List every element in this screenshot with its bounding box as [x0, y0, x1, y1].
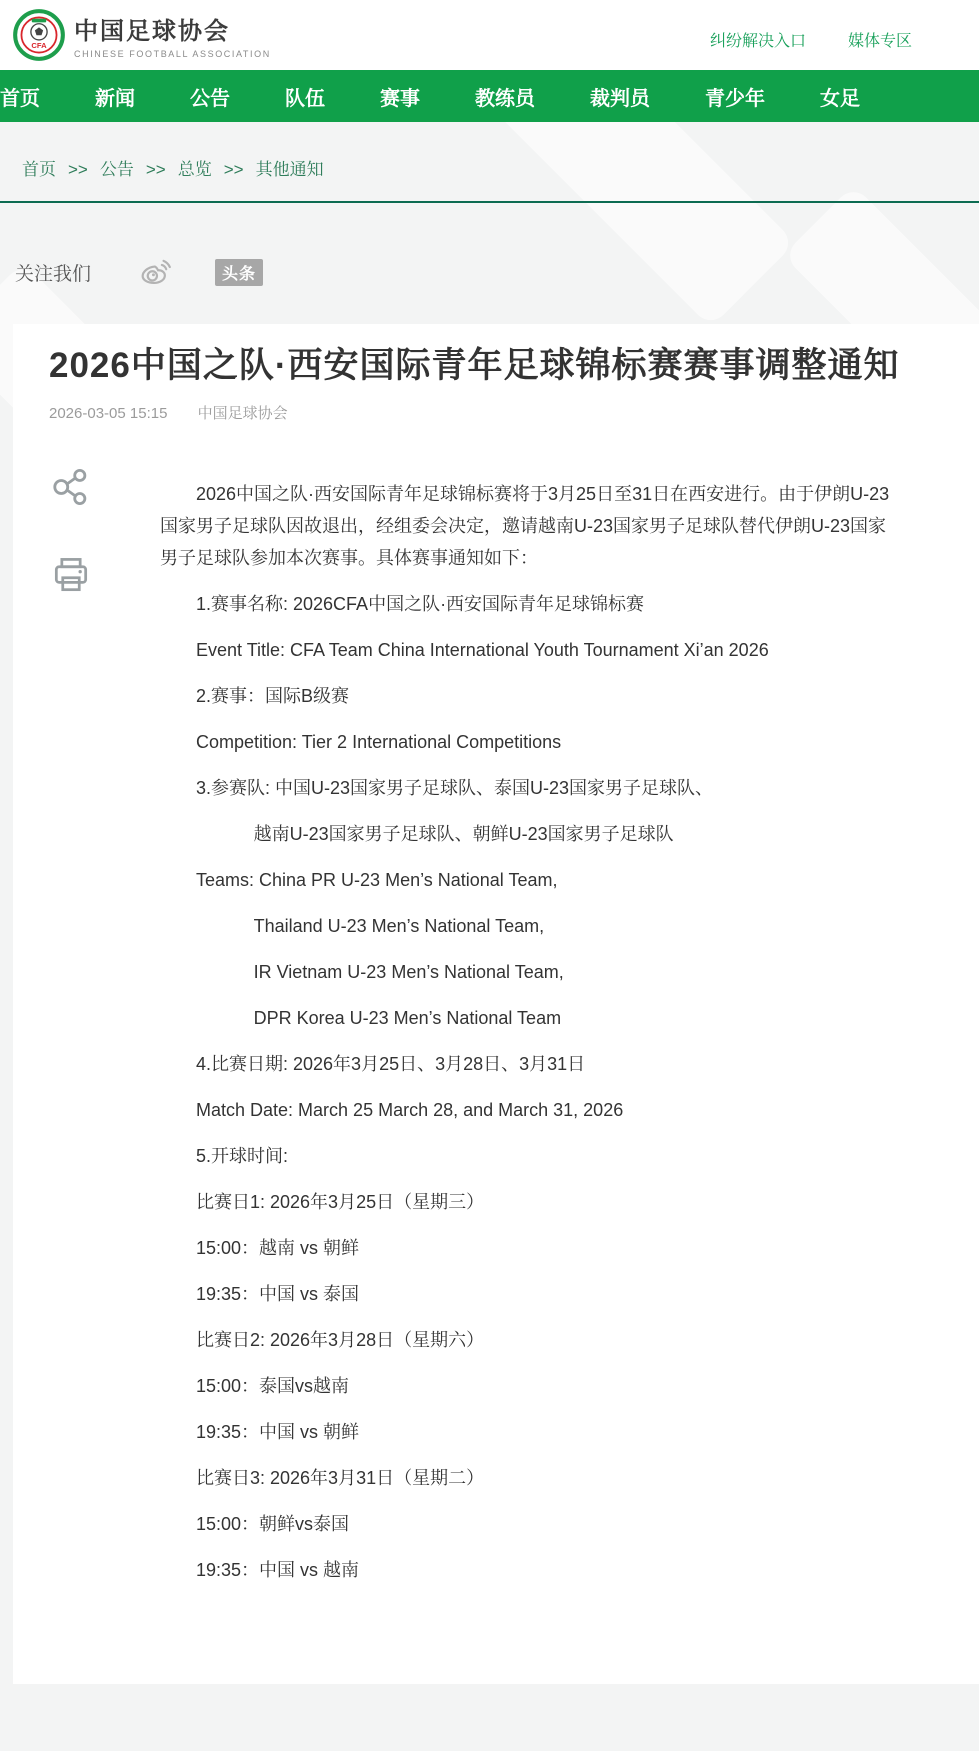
article-paragraph: Competition: Tier 2 International Competitions [196, 732, 562, 752]
cfa-logo[interactable] [12, 8, 271, 62]
article-paragraph: 1.赛事名称: 2026CFA中国之队·西安国际青年足球锦标赛 [196, 594, 645, 614]
article-paragraph: 5.开球时间: [196, 1146, 289, 1166]
article-paragraph: 19:35：中国 vs 泰国 [196, 1284, 360, 1304]
article-paragraph: 15:00：朝鲜vs泰国 [196, 1514, 350, 1534]
breadcrumb-separator: >> [223, 160, 244, 179]
article-paragraph: 比赛日2: 2026年3月28日（星期六） [196, 1330, 485, 1350]
article-paragraph: IR Vietnam U-23 Men’s National Team, [253, 962, 564, 982]
nav-item[interactable]: 新闻 [95, 87, 135, 110]
breadcrumb-item [56, 160, 134, 179]
nav-item[interactable]: 队伍 [285, 87, 325, 110]
breadcrumb-link[interactable]: 公告 [99, 160, 134, 179]
header-links [710, 28, 912, 51]
article-paragraph: Match Date: March 25 March 28, and March 31, 2026 [196, 1100, 624, 1120]
org-name-cn: 中国足球协会 [74, 18, 230, 45]
article-paragraph: 19:35：中国 vs 朝鲜 [196, 1422, 360, 1442]
breadcrumb-separator: >> [68, 160, 88, 179]
nav-item[interactable]: 公告 [190, 87, 230, 110]
article-paragraph: 3.参赛队: 中国U-23国家男子足球队、泰国U-23国家男子足球队、 [196, 778, 714, 798]
site-header [0, 0, 979, 70]
nav-item[interactable]: 女足 [820, 87, 860, 110]
cfa-logo-icon [12, 8, 66, 62]
article-paragraph: Event Title: CFA Team China International Youth Tournament Xi’an 2026 [196, 640, 769, 660]
nav-item[interactable]: 首页 [0, 87, 40, 110]
nav-item[interactable]: 教练员 [475, 87, 535, 110]
breadcrumb-divider [0, 201, 979, 203]
article-title: 2026中国之队·西安国际青年足球锦标赛赛事调整通知 [49, 346, 900, 385]
breadcrumb [0, 122, 979, 180]
print-icon[interactable] [49, 553, 97, 602]
share-icon[interactable] [49, 466, 97, 513]
article-date: 2026-03-05 15:15 [49, 405, 168, 422]
article-paragraph: Thailand U-23 Men’s National Team, [253, 916, 545, 936]
main-nav [0, 70, 979, 122]
article-paragraph: 4.比赛日期: 2026年3月25日、3月28日、3月31日 [196, 1054, 586, 1074]
breadcrumb-separator: >> [145, 160, 166, 179]
breadcrumb-link[interactable]: 其他通知 [255, 160, 324, 179]
svg-text:CFA: CFA [31, 41, 47, 51]
toutiao-badge[interactable]: 头条 [215, 259, 263, 286]
org-name-en: CHINESE FOOTBALL ASSOCIATION [74, 49, 271, 59]
breadcrumb-item [212, 160, 324, 179]
dispute-entry-link[interactable]: 纠纷解决入口 [709, 33, 806, 50]
nav-item[interactable]: 赛事 [380, 87, 420, 110]
article-body [160, 464, 979, 1600]
article-paragraph: 15:00：泰国vs越南 [196, 1376, 350, 1396]
breadcrumb-item [134, 160, 212, 179]
follow-us-row [15, 255, 979, 289]
breadcrumb-link[interactable]: 总览 [177, 160, 212, 179]
article-paragraph: 2026中国之队·西安国际青年足球锦标赛将于3月25日至31日在西安进行。由于伊朗U-23国家男子足球队因故退出，经组委会决定，邀请越南U-23国家男子足球队替代伊朗U-23国家男子足球队参加本次赛事。具体赛事通知如下： [160, 484, 890, 568]
breadcrumb-link[interactable]: 首页 [22, 160, 56, 179]
article-paragraph: 15:00：越南 vs 朝鲜 [196, 1238, 360, 1258]
breadcrumb-item [22, 160, 56, 179]
article-card [13, 324, 979, 1684]
article-paragraph: 越南U-23国家男子足球队、朝鲜U-23国家男子足球队 [253, 824, 674, 844]
article-paragraph: 2.赛事：国际B级赛 [196, 686, 350, 706]
article-meta [49, 402, 979, 422]
article-tools [49, 464, 97, 1600]
article-paragraph: 比赛日3: 2026年3月31日（星期二） [196, 1468, 485, 1488]
article-paragraph: Teams: China PR U-23 Men’s National Team, [196, 870, 558, 890]
article-paragraph: 19:35：中国 vs 越南 [196, 1560, 360, 1580]
follow-us-label: 关注我们 [15, 263, 92, 285]
article-paragraph: DPR Korea U-23 Men’s National Team [253, 1008, 562, 1028]
page-background [0, 122, 979, 1751]
article-source: 中国足球协会 [197, 405, 288, 422]
nav-item[interactable]: 裁判员 [590, 87, 650, 110]
media-zone-link[interactable]: 媒体专区 [847, 33, 912, 50]
nav-item[interactable]: 青少年 [705, 87, 765, 110]
article-paragraph: 比赛日1: 2026年3月25日（星期三） [196, 1192, 485, 1212]
weibo-icon[interactable] [139, 257, 173, 287]
